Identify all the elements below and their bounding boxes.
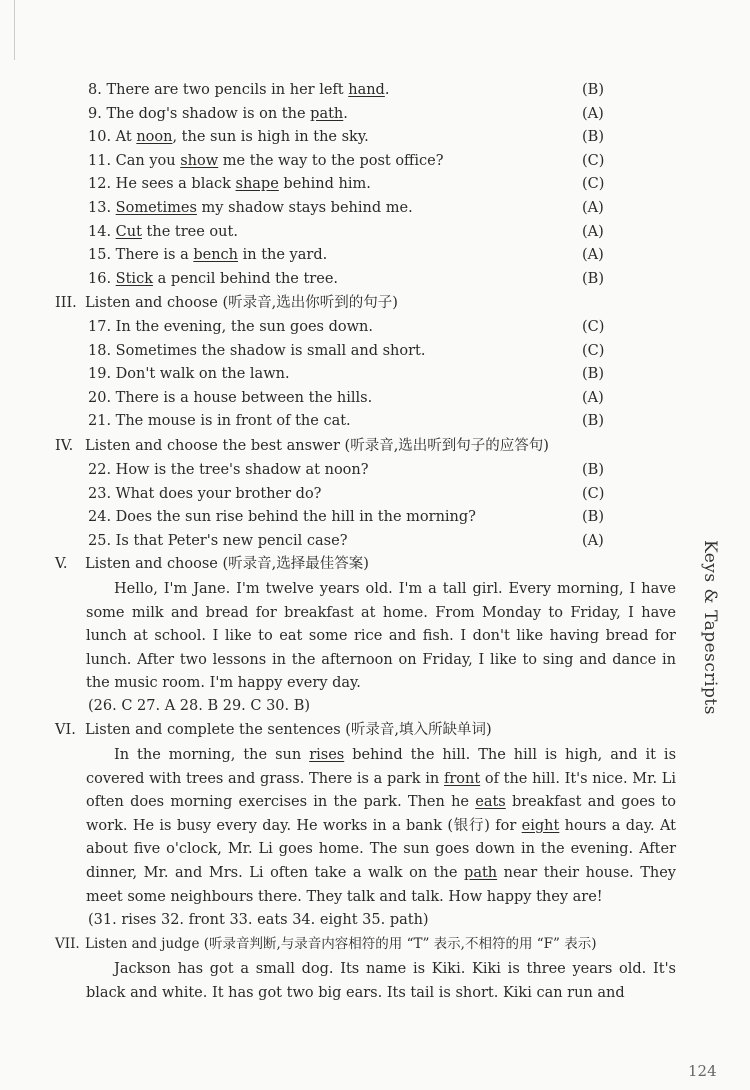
question-item	[88, 270, 338, 288]
question-item	[88, 175, 371, 193]
underlined-word: noon	[136, 129, 173, 146]
answer-letter: (B)	[582, 129, 604, 146]
underlined-word: bench	[193, 247, 238, 264]
item-number: 14.	[88, 223, 112, 240]
item-text: the tree out.	[141, 223, 238, 240]
underlined-word: shape	[235, 176, 279, 193]
section-6-heading: VI. Listen and complete the sentences (听录音,填入所缺单词)	[55, 722, 492, 738]
item-number: 16.	[88, 270, 112, 287]
answer-letter: (B)	[582, 509, 604, 526]
item-number: 9.	[88, 105, 102, 122]
item-text: He sees a black	[111, 176, 236, 193]
answer-letter: (B)	[582, 82, 604, 98]
question-item: 21. The mouse is in front of the cat.	[88, 413, 351, 430]
question-item: 17. In the evening, the sun goes down.	[88, 319, 373, 335]
section-5-heading: V. Listen and choose (听录音,选择最佳答案)	[55, 556, 369, 572]
section-3-heading: III. Listen and choose (听录音,选出你听到的句子)	[55, 295, 398, 311]
question-item: 24. Does the sun rise behind the hill in the morning?	[88, 509, 476, 526]
question-item: 22. How is the tree's shadow at noon?	[88, 462, 369, 478]
answer-letter: (A)	[582, 247, 604, 264]
page-number: 124	[688, 1062, 717, 1080]
question-item: 18. Sometimes the shadow is small and short.	[88, 342, 426, 359]
item-text: , the sun is high in the sky.	[172, 129, 369, 146]
item-text: The dog's shadow is on the	[101, 105, 311, 122]
item-number: 13.	[88, 200, 112, 216]
item-text: me the way to the post office?	[218, 152, 444, 169]
side-title: Keys & Tapescripts	[700, 540, 720, 715]
question-item	[88, 199, 413, 217]
item-text: There is a	[111, 247, 194, 264]
item-text: Can you	[111, 152, 181, 169]
blank-answer: eats	[475, 794, 506, 811]
item-text: At	[111, 129, 137, 146]
section-5-passage: Hello, I'm Jane. I'm twelve years old. I'm a tall girl. Every morning, I have some milk and bread for breakfast at home. From Monday to Friday, I have lunch at school. I like to eat some rice and fish. I don't like having bread for lunch. After two lessons in the afternoon on Friday, I like to sing and dance in the music room. I'm happy every day.	[86, 581, 676, 692]
item-text: .	[343, 105, 348, 122]
question-item	[88, 128, 369, 146]
underlined-word: Sometimes	[115, 200, 197, 216]
item-number: 15.	[88, 247, 112, 264]
question-item	[88, 81, 389, 99]
answer-letter: (A)	[582, 532, 604, 549]
answer-letter: (B)	[582, 462, 604, 478]
section-5-answers: (26. C 27. A 28. B 29. C 30. B)	[88, 698, 311, 714]
item-number: 11.	[88, 152, 112, 169]
section-6-answers: (31. rises 32. front 33. eats 34. eight 35. path)	[88, 912, 429, 928]
answer-letter: (C)	[582, 152, 605, 169]
item-number: 8.	[88, 82, 102, 98]
item-text: my shadow stays behind me.	[196, 200, 413, 216]
answer-letter: (B)	[582, 270, 604, 287]
section-7-passage: Jackson has got a small dog. Its name is Kiki. Kiki is three years old. It's black and white. It has got two big ears. Its tail is short. Kiki can run and	[86, 961, 676, 1001]
item-text: .	[384, 82, 390, 98]
question-item: 20. There is a house between the hills.	[88, 389, 373, 406]
question-item	[88, 152, 443, 170]
answer-letter: (A)	[582, 389, 604, 406]
answer-letter: (A)	[582, 223, 604, 240]
blank-answer: eight	[521, 817, 560, 834]
answer-letter: (B)	[582, 366, 604, 383]
blank-answer: front	[443, 770, 481, 787]
item-text: in the yard.	[238, 247, 328, 264]
answer-letter: (C)	[582, 485, 605, 502]
underlined-word: Stick	[115, 270, 153, 287]
question-item: 19. Don't walk on the lawn.	[88, 366, 290, 383]
section-7-heading: VII. Listen and judge (听录音判断,与录音内容相符的用 “T” 表示,不相符的用 “F” 表示)	[55, 936, 597, 952]
item-text: There are two pencils in her left	[101, 82, 349, 98]
question-item	[88, 105, 348, 123]
blank-answer: rises	[309, 747, 345, 763]
answer-letter: (B)	[582, 413, 604, 430]
underlined-word: hand	[348, 82, 385, 98]
underlined-word: show	[180, 152, 219, 169]
blank-answer: path	[464, 864, 498, 881]
question-item	[88, 223, 238, 241]
margin-line	[14, 0, 15, 60]
underlined-word: path	[310, 105, 344, 122]
question-item	[88, 246, 327, 264]
section-4-heading: IV. Listen and choose the best answer (听录音,选出听到句子的应答句)	[55, 438, 549, 454]
underlined-word: Cut	[115, 223, 142, 240]
question-item: 23. What does your brother do?	[88, 485, 322, 502]
item-number: 10.	[88, 129, 112, 146]
answer-letter: (A)	[582, 105, 604, 122]
answer-letter: (C)	[582, 319, 605, 335]
section-6-passage: In the morning, the sun rises behind the hill. The hill is high, and it is covered with trees and grass. There is a park in front of the hill. It's nice. Mr. Li often does morning exercises in the park. Then he eats breakfast and goes to work. He is busy every day. He works in a bank (银行) for eight hours a day. At about five o'clock, Mr. Li goes home. The sun goes down in the evening. After dinner, Mr. and Mrs. Li often take a walk on the path near their house. They meet some neighbours there. They talk and talk. How happy they are!	[86, 747, 677, 905]
item-number: 12.	[88, 176, 112, 193]
answer-letter: (C)	[582, 342, 605, 359]
question-item: 25. Is that Peter's new pencil case?	[88, 532, 348, 549]
answer-letter: (A)	[582, 200, 604, 216]
item-text: a pencil behind the tree.	[152, 270, 339, 287]
answer-letter: (C)	[582, 176, 605, 193]
item-text: behind him.	[278, 176, 371, 193]
